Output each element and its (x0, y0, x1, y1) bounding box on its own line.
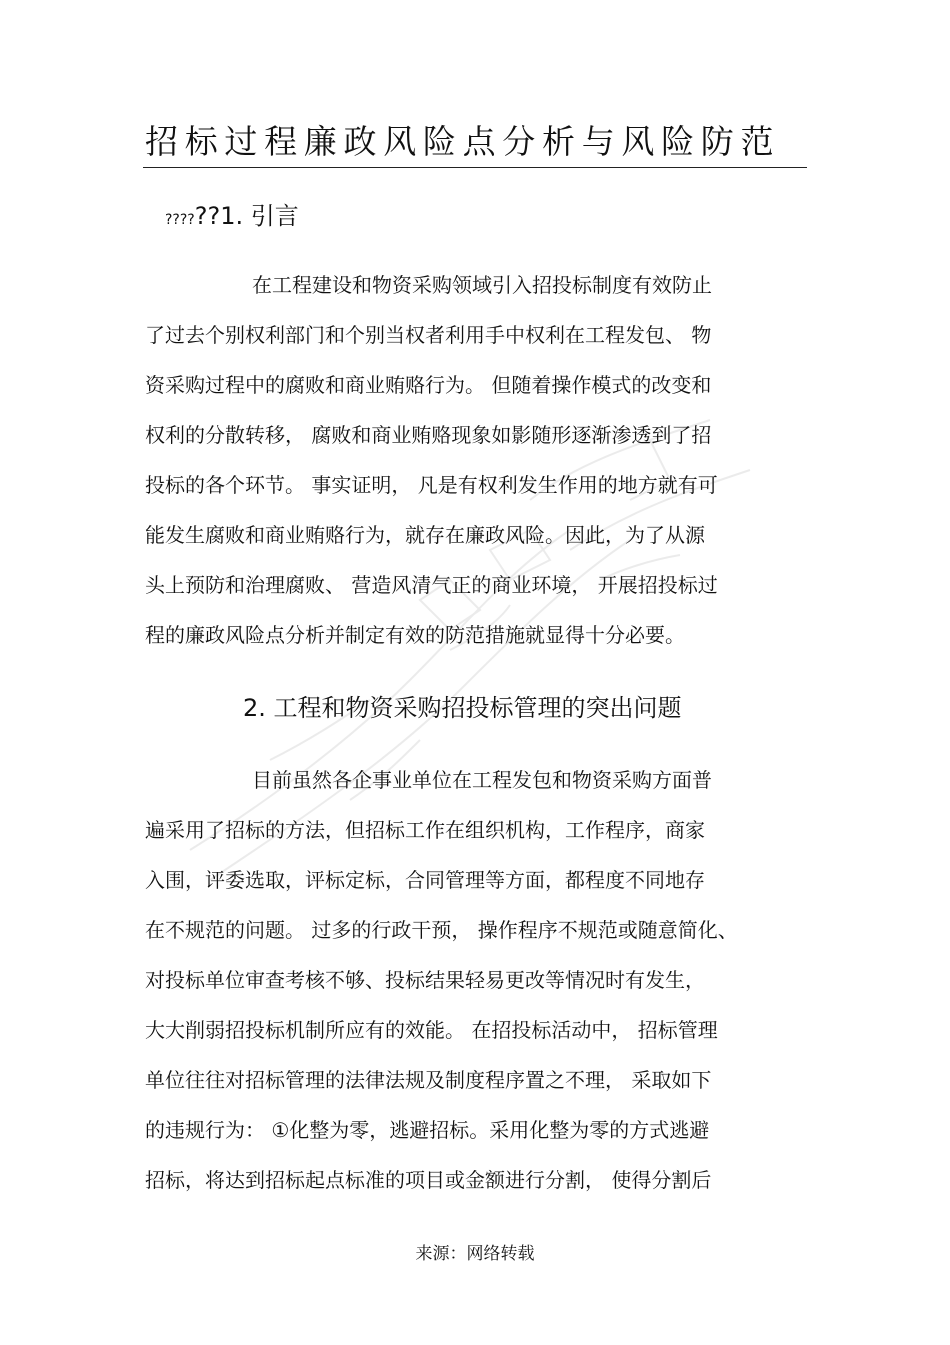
section-2-line: 入围，评委选取，评标定标，合同管理等方面，都程度不同地存 (145, 868, 705, 892)
section-1-line: 头上预防和治理腐败、 营造风清气正的商业环境， 开展招投标过 (145, 573, 718, 597)
section-1-line: 投标的各个环节。 事实证明， 凡是有权利发生作用的地方就有可 (145, 473, 718, 497)
section-2-line: 目前虽然各企事业单位在工程发包和物资采购方面普 (252, 768, 712, 792)
section-2-line: 单位往往对招标管理的法律法规及制度程序置之不理， 采取如下 (145, 1068, 712, 1092)
section-2-line: 对投标单位审查考核不够、投标结果轻易更改等情况时有发生， (145, 968, 705, 992)
section-1-line: 在工程建设和物资采购领域引入招投标制度有效防止 (252, 273, 712, 297)
section-1-line: 能发生腐败和商业贿赂行为，就存在廉政风险。因此，为了从源 (145, 523, 705, 547)
section-2-line: 遍采用了招标的方法，但招标工作在组织机构，工作程序，商家 (145, 818, 705, 842)
section-1-line: 资采购过程中的腐败和商业贿赂行为。 但随着操作模式的改变和 (145, 373, 712, 397)
section-2-line: 的违规行为： ①化整为零，逃避招标。采用化整为零的方式逃避 (145, 1118, 710, 1142)
title-divider (143, 167, 807, 168)
document-title: 招标过程廉政风险点分析与风险防范 (145, 122, 781, 161)
section-2-line: 招标，将达到招标起点标准的项目或金额进行分割， 使得分割后 (145, 1168, 712, 1192)
section-1-heading (165, 196, 299, 240)
section-2-line: 大大削弱招投标机制所应有的效能。 在招投标活动中， 招标管理 (145, 1018, 718, 1042)
section-2-line: 在不规范的问题。 过多的行政干预， 操作程序不规范或随意简化、 (145, 918, 738, 942)
section-1-heading-text: ??1. 引言 (194, 202, 299, 230)
page-footer: 来源：网络转载 (415, 1244, 535, 1264)
section-1-line: 权利的分散转移， 腐败和商业贿赂现象如影随形逐渐渗透到了招 (145, 423, 712, 447)
section-2-heading: 2. 工程和物资采购招投标管理的突出问题 (243, 694, 682, 722)
section-1-prefix-marks: ???? (165, 212, 195, 228)
section-1-line: 了过去个别权利部门和个别当权者利用手中权利在工程发包、 物 (145, 323, 712, 347)
section-1-line: 程的廉政风险点分析并制定有效的防范措施就显得十分必要。 (145, 623, 685, 647)
